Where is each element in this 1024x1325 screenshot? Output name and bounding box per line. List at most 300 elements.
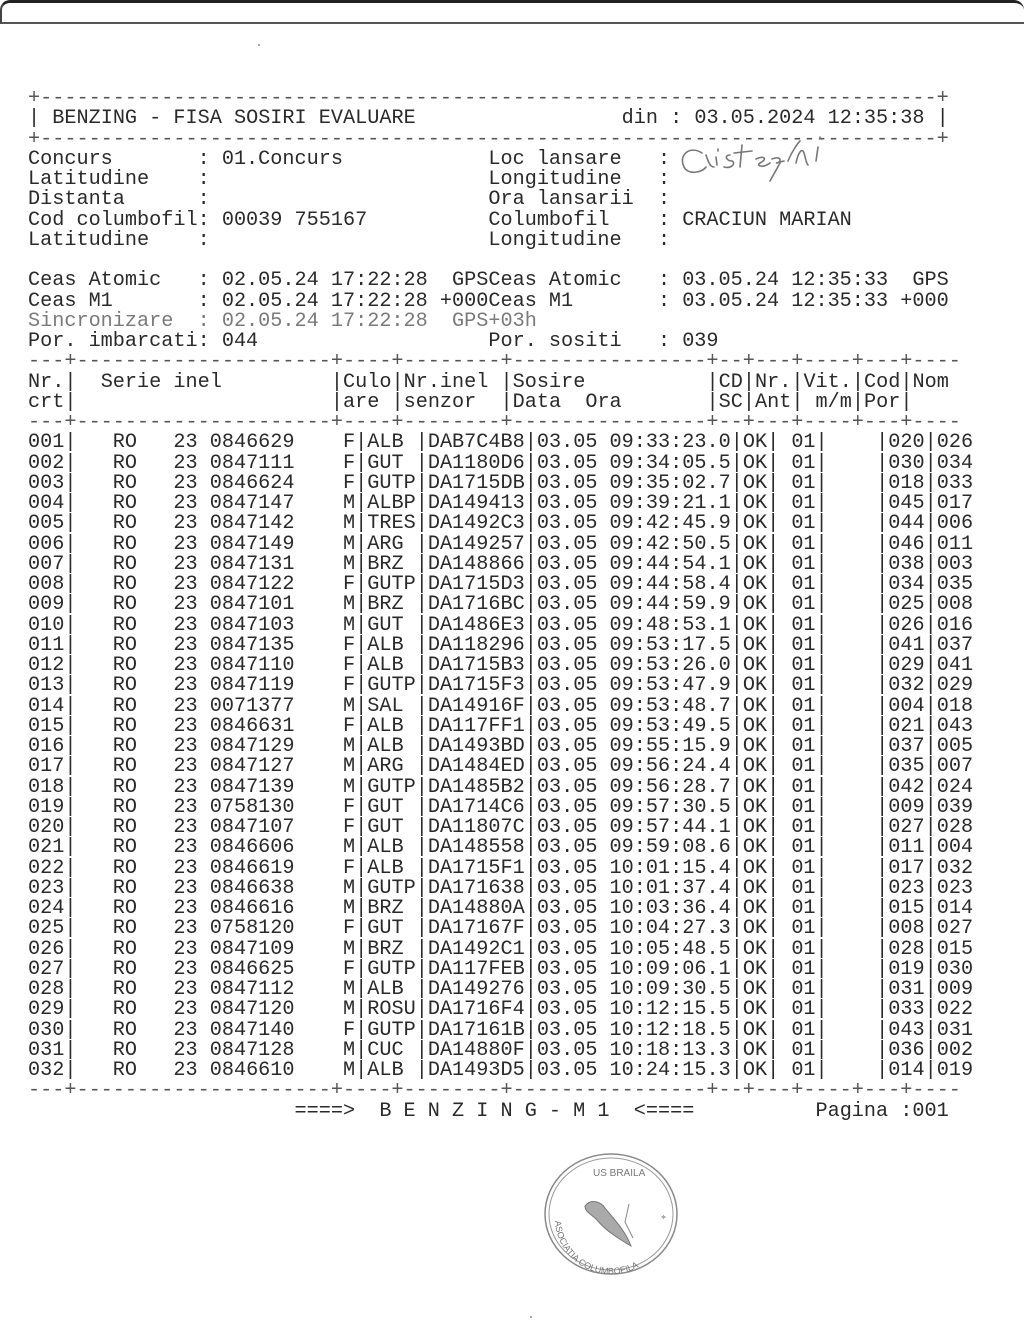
border: |: [64, 735, 77, 758]
border: |: [767, 917, 780, 941]
row-code: 004: [888, 694, 925, 718]
header-vit: Vit.: [803, 370, 852, 394]
border: |: [730, 694, 743, 718]
row-arrival: 03.05 09:44:54.1: [536, 552, 731, 576]
border: |: [355, 633, 368, 657]
table-row: [28, 757, 985, 777]
border: |: [876, 1059, 889, 1082]
border: |: [415, 471, 428, 495]
border: |: [64, 856, 77, 880]
border: |: [64, 795, 77, 819]
row-color: GUTP: [367, 573, 416, 596]
table-row: [28, 1018, 986, 1042]
row-color: ARG: [367, 532, 416, 556]
row-arrival: 03.05 09:53:26.0: [536, 654, 731, 677]
border: |: [524, 998, 537, 1022]
info-right-2: Longitudine :: [488, 168, 683, 191]
row-arrival: 03.05 10:01:15.4: [536, 856, 731, 880]
border: |: [415, 735, 428, 758]
row-status: OK: [742, 431, 768, 455]
row-ring: RO 23 0847107 F: [76, 816, 356, 839]
border: |: [730, 978, 743, 1001]
border: |: [876, 998, 889, 1022]
stamp-top-text: US BRAILA: [593, 1168, 646, 1179]
row-nom: 008: [936, 593, 986, 617]
border: |: [815, 492, 828, 515]
row-ant: 01: [779, 998, 816, 1022]
border: |: [730, 957, 743, 981]
stamp-bottom-text: ASOCIATIA COLUMBOFILA: [552, 1220, 640, 1277]
border: |: [355, 735, 368, 758]
table-row: [28, 595, 985, 615]
row-sensor: DA1493D5: [427, 1059, 525, 1082]
row-ant: 01: [779, 694, 816, 718]
border: |: [924, 735, 937, 758]
row-nr: 020: [28, 816, 65, 839]
row-nr: 004: [28, 492, 65, 515]
border: |: [900, 390, 913, 414]
border: |: [355, 937, 368, 961]
border: |: [524, 978, 537, 1001]
row-sensor: DA1180D6: [427, 451, 525, 475]
row-arrival: 03.05 10:01:37.4: [536, 876, 731, 900]
border: |: [742, 370, 755, 394]
border: |: [924, 573, 937, 596]
border: |: [415, 492, 428, 515]
border: |: [876, 431, 889, 455]
border: |: [330, 370, 343, 394]
row-code: 042: [888, 775, 925, 799]
row-nr: 031: [28, 1038, 65, 1062]
border: |: [415, 876, 428, 900]
border: |: [524, 714, 537, 738]
row-color: ALB: [367, 633, 416, 657]
border: |: [524, 795, 537, 819]
border: |: [815, 532, 828, 556]
border: |: [355, 978, 368, 1001]
border: |: [730, 937, 743, 961]
border: |: [355, 674, 368, 698]
row-color: CUC: [367, 1038, 416, 1062]
table-row: [28, 676, 985, 696]
handwritten-release-location: [672, 133, 852, 193]
border: |: [355, 917, 368, 941]
spacer: [28, 251, 985, 271]
row-nr: 003: [28, 471, 65, 495]
row-nr: 005: [28, 512, 65, 536]
row-arrival: 03.05 10:12:18.5: [536, 1018, 731, 1042]
row-ring: RO 23 0846631 F: [76, 714, 356, 738]
star-icon: *: [661, 1214, 666, 1225]
border: |: [900, 370, 913, 394]
border: |: [876, 735, 889, 758]
row-ring: RO 23 0847139 M: [76, 775, 356, 799]
border: |: [730, 795, 743, 819]
row-sensor: DA149276: [427, 978, 525, 1001]
row-ant: 01: [779, 897, 816, 920]
row-ant: 01: [779, 654, 816, 677]
row-status: OK: [742, 897, 768, 920]
row-color: ALB: [367, 978, 416, 1001]
row-nr: 014: [28, 694, 65, 718]
table-row: [28, 838, 985, 858]
header-sosire: Data Ora: [512, 390, 707, 414]
row-ring: RO 23 0847140 F: [76, 1018, 356, 1042]
row-status: OK: [742, 714, 768, 738]
row-sensor: DA1486E3: [427, 613, 525, 637]
border: |: [815, 856, 828, 880]
table-row: [28, 514, 985, 534]
row-status: OK: [742, 532, 768, 556]
border: |: [876, 714, 889, 738]
row-status: OK: [742, 471, 768, 495]
row-ring: RO 23 0847135 F: [76, 633, 356, 657]
border: |: [355, 998, 368, 1022]
border: |: [524, 937, 537, 961]
sync-label: Sincronizare : 02.05.24 17:22:28: [28, 309, 453, 333]
row-ant: 01: [779, 816, 816, 839]
row-nom: 014: [936, 897, 986, 920]
row-ant: 01: [779, 613, 816, 637]
row-color: ROSU: [367, 998, 416, 1022]
table-row: [28, 937, 986, 961]
border: |: [524, 492, 537, 515]
row-ant: 01: [779, 775, 816, 799]
row-nom: 004: [936, 836, 986, 860]
border: |: [924, 836, 937, 860]
row-nom: 032: [936, 856, 986, 880]
border: |: [876, 816, 889, 839]
border: |: [64, 654, 77, 677]
border: |: [767, 816, 780, 839]
page-number: Pagina :001: [815, 1099, 949, 1123]
row-nom: 005: [936, 735, 986, 758]
border: |: [924, 694, 937, 718]
report-header: [28, 109, 985, 129]
row-status: OK: [742, 573, 768, 596]
border: |: [415, 573, 428, 596]
border: |: [500, 370, 513, 394]
row-nr: 001: [28, 431, 65, 455]
border: +--------------------------------------------------------------------------+: [28, 87, 949, 110]
row-status: OK: [742, 917, 768, 941]
border: |: [815, 471, 828, 495]
row-color: SAL: [367, 694, 416, 718]
row-ring: RO 23 0847131 M: [76, 552, 356, 576]
border: |: [924, 552, 937, 576]
association-stamp: [541, 1150, 681, 1278]
border: |: [524, 654, 537, 677]
row-nr: 022: [28, 856, 65, 880]
row-sensor: DA1715B3: [427, 654, 525, 677]
row-nr: 030: [28, 1018, 65, 1042]
header-culoare: Culo: [343, 370, 392, 394]
border: |: [415, 532, 428, 556]
row-sensor: DA117FEB: [427, 957, 525, 981]
header-nr-inel-senzor: senzor: [403, 390, 501, 414]
row-code: 046: [888, 532, 925, 556]
row-sensor: DA1715D3: [427, 573, 525, 596]
row-nr: 018: [28, 775, 65, 799]
row-ant: 01: [779, 492, 816, 515]
border: |: [415, 816, 428, 839]
border: |: [924, 917, 937, 941]
border: |: [767, 775, 780, 799]
border: |: [415, 674, 428, 698]
border: |: [355, 451, 368, 475]
border: |: [415, 694, 428, 718]
border: |: [64, 512, 77, 536]
border: |: [355, 471, 368, 495]
row-ring: RO 23 0847112 M: [76, 978, 356, 1001]
border: |: [355, 1038, 368, 1062]
header-nr-ant: Ant: [754, 390, 792, 414]
row-ring: RO 23 0847129 M: [76, 735, 356, 758]
border: |: [415, 897, 428, 920]
header-cod-por: Por: [864, 390, 901, 414]
row-ant: 01: [779, 1038, 816, 1062]
border: |: [815, 795, 828, 819]
row-ring: RO 23 0846625 F: [76, 957, 356, 981]
report-date: din : 03.05.2024 12:35:38: [621, 107, 925, 131]
row-sensor: DA1716BC: [427, 593, 525, 617]
border: |: [815, 451, 828, 475]
row-ring: RO 23 0758130 F: [76, 795, 356, 819]
border: |: [815, 755, 828, 779]
row-nr: 021: [28, 836, 65, 860]
row-arrival: 03.05 09:57:30.5: [536, 795, 731, 819]
border: |: [355, 573, 368, 596]
border: |: [767, 552, 780, 576]
table-row: [28, 633, 986, 657]
row-sensor: DA148558: [427, 836, 525, 860]
border: |: [64, 613, 77, 637]
border: |: [730, 573, 743, 596]
row-nom: 037: [936, 633, 986, 657]
border: |: [924, 876, 937, 900]
border: |: [924, 451, 937, 475]
row-ant: 01: [779, 836, 816, 860]
border: |: [415, 654, 428, 677]
border: |: [767, 573, 780, 596]
border: |: [64, 917, 77, 941]
border: |: [815, 816, 828, 839]
border: |: [791, 370, 804, 394]
border: |: [767, 532, 780, 556]
row-code: 030: [888, 451, 925, 475]
border: |: [524, 694, 537, 718]
border: |: [355, 593, 368, 617]
row-color: GUT: [367, 451, 416, 475]
row-sensor: DA17167F: [427, 917, 525, 941]
row-code: 027: [888, 816, 925, 839]
row-ring: RO 23 0846629 F: [76, 431, 356, 455]
row-ant: 01: [779, 532, 816, 556]
row-arrival: 03.05 09:42:50.5: [536, 532, 731, 556]
border: |: [64, 755, 77, 779]
border: |: [524, 573, 537, 596]
border: |: [355, 1059, 368, 1082]
border: |: [64, 370, 77, 394]
header-cd-sc: CD: [718, 370, 743, 394]
border: |: [64, 552, 77, 576]
border: |: [924, 512, 937, 536]
border: |: [876, 532, 889, 556]
row-status: OK: [742, 694, 768, 718]
row-arrival: 03.05 09:56:28.7: [536, 775, 731, 799]
row-arrival: 03.05 10:18:13.3: [536, 1038, 731, 1062]
border: |: [924, 775, 937, 799]
border: |: [767, 1038, 780, 1062]
table-row: [28, 1061, 985, 1081]
row-code: 029: [888, 654, 925, 677]
row-code: 033: [888, 998, 925, 1022]
border: |: [767, 1018, 780, 1042]
row-ant: 01: [779, 978, 816, 1001]
row-nom: 018: [936, 694, 986, 718]
row-color: BRZ: [367, 897, 416, 920]
border: |: [355, 755, 368, 779]
border: |: [64, 897, 77, 920]
border: |: [524, 917, 537, 941]
border: |: [815, 1059, 828, 1082]
border: |: [64, 836, 77, 860]
row-color: GUT: [367, 795, 416, 819]
row-color: GUT: [367, 613, 416, 637]
table-header-row: [28, 390, 985, 414]
border: |: [876, 552, 889, 576]
page-footer: [28, 1099, 985, 1123]
border: |: [924, 897, 937, 920]
row-arrival: 03.05 10:04:27.3: [536, 917, 731, 941]
border: |: [767, 856, 780, 880]
border: |: [355, 552, 368, 576]
row-color: GUTP: [367, 876, 416, 900]
border: |: [330, 390, 343, 414]
row-nom: 009: [936, 978, 986, 1001]
border: |: [391, 390, 404, 414]
border: |: [706, 370, 719, 394]
row-ant: 01: [779, 573, 816, 596]
row-color: ALB: [367, 1059, 416, 1082]
row-ring: RO 23 0846606 M: [76, 836, 356, 860]
border: |: [876, 512, 889, 536]
row-code: 009: [888, 795, 925, 819]
border: |: [876, 978, 889, 1001]
row-arrival: 03.05 09:53:17.5: [536, 633, 731, 657]
row-ring: RO 23 0847128 M: [76, 1038, 356, 1062]
border: |: [730, 897, 743, 920]
border: |: [64, 593, 77, 617]
row-nom: 034: [936, 451, 986, 475]
border: |: [28, 107, 41, 131]
row-arrival: 03.05 09:44:58.4: [536, 573, 731, 596]
row-nom: 017: [936, 492, 986, 515]
clock-m1-end: Ceas M1 : 03.05.24 12:35:33 +000: [488, 289, 949, 313]
border: |: [815, 1018, 828, 1042]
border: |: [815, 593, 828, 617]
row-color: ALB: [367, 431, 416, 455]
row-nr: 026: [28, 937, 65, 961]
row-ring: RO 23 0847142 M: [76, 512, 356, 536]
row-sensor: DA14880A: [427, 897, 525, 920]
row-color: BRZ: [367, 593, 416, 617]
table-separator: [28, 1081, 985, 1101]
info-left-4: Cod columbofil: 00039 755167: [28, 208, 489, 232]
border: |: [876, 957, 889, 981]
table-row: [28, 1000, 985, 1020]
row-nom: 023: [936, 876, 986, 900]
border: |: [64, 714, 77, 738]
border: |: [815, 512, 828, 536]
table-row: [28, 1038, 986, 1062]
row-status: OK: [742, 998, 768, 1022]
row-code: 020: [888, 431, 925, 455]
row-nom: 029: [936, 674, 986, 698]
border: |: [815, 998, 828, 1022]
border: |: [730, 836, 743, 860]
table-row: [28, 532, 986, 556]
row-nom: 035: [936, 573, 986, 596]
row-code: 014: [888, 1059, 925, 1082]
border: |: [730, 633, 743, 657]
row-arrival: 03.05 09:33:23.0: [536, 431, 731, 455]
row-ring: RO 23 0846624 F: [76, 471, 356, 495]
row-ant: 01: [779, 957, 816, 981]
border: |: [64, 532, 77, 556]
border: |: [64, 674, 77, 698]
row-status: OK: [742, 613, 768, 637]
border: |: [524, 876, 537, 900]
border: |: [815, 714, 828, 738]
border: |: [730, 674, 743, 698]
row-code: 032: [888, 674, 925, 698]
row-nr: 012: [28, 654, 65, 677]
row-code: 008: [888, 917, 925, 941]
row-status: OK: [742, 795, 768, 819]
row-ant: 01: [779, 755, 816, 779]
border: |: [767, 512, 780, 536]
border: |: [355, 795, 368, 819]
row-status: OK: [742, 593, 768, 617]
row-code: 026: [888, 613, 925, 637]
border: |: [355, 613, 368, 637]
row-color: ALB: [367, 654, 416, 677]
border: |: [355, 694, 368, 718]
row-arrival: 03.05 09:42:45.9: [536, 512, 731, 536]
header-serie-inel: Serie inel: [76, 370, 331, 394]
row-code: 017: [888, 856, 925, 880]
border: |: [64, 775, 77, 799]
row-nom: 022: [936, 998, 986, 1022]
border: |: [730, 816, 743, 839]
border: |: [767, 998, 780, 1022]
row-ring: RO 23 0846638 M: [76, 876, 356, 900]
row-sensor: DA14916F: [427, 694, 525, 718]
row-code: 045: [888, 492, 925, 515]
row-code: 041: [888, 633, 925, 657]
border: |: [415, 633, 428, 657]
border: |: [415, 1018, 428, 1042]
table-row: [28, 714, 986, 738]
row-ant: 01: [779, 917, 816, 941]
row-code: 023: [888, 876, 925, 900]
info-left-3: Distanta :: [28, 188, 489, 212]
row-nr: 010: [28, 613, 65, 637]
border: |: [767, 471, 780, 495]
border: |: [730, 714, 743, 738]
pigeon-icon: [585, 1202, 633, 1246]
